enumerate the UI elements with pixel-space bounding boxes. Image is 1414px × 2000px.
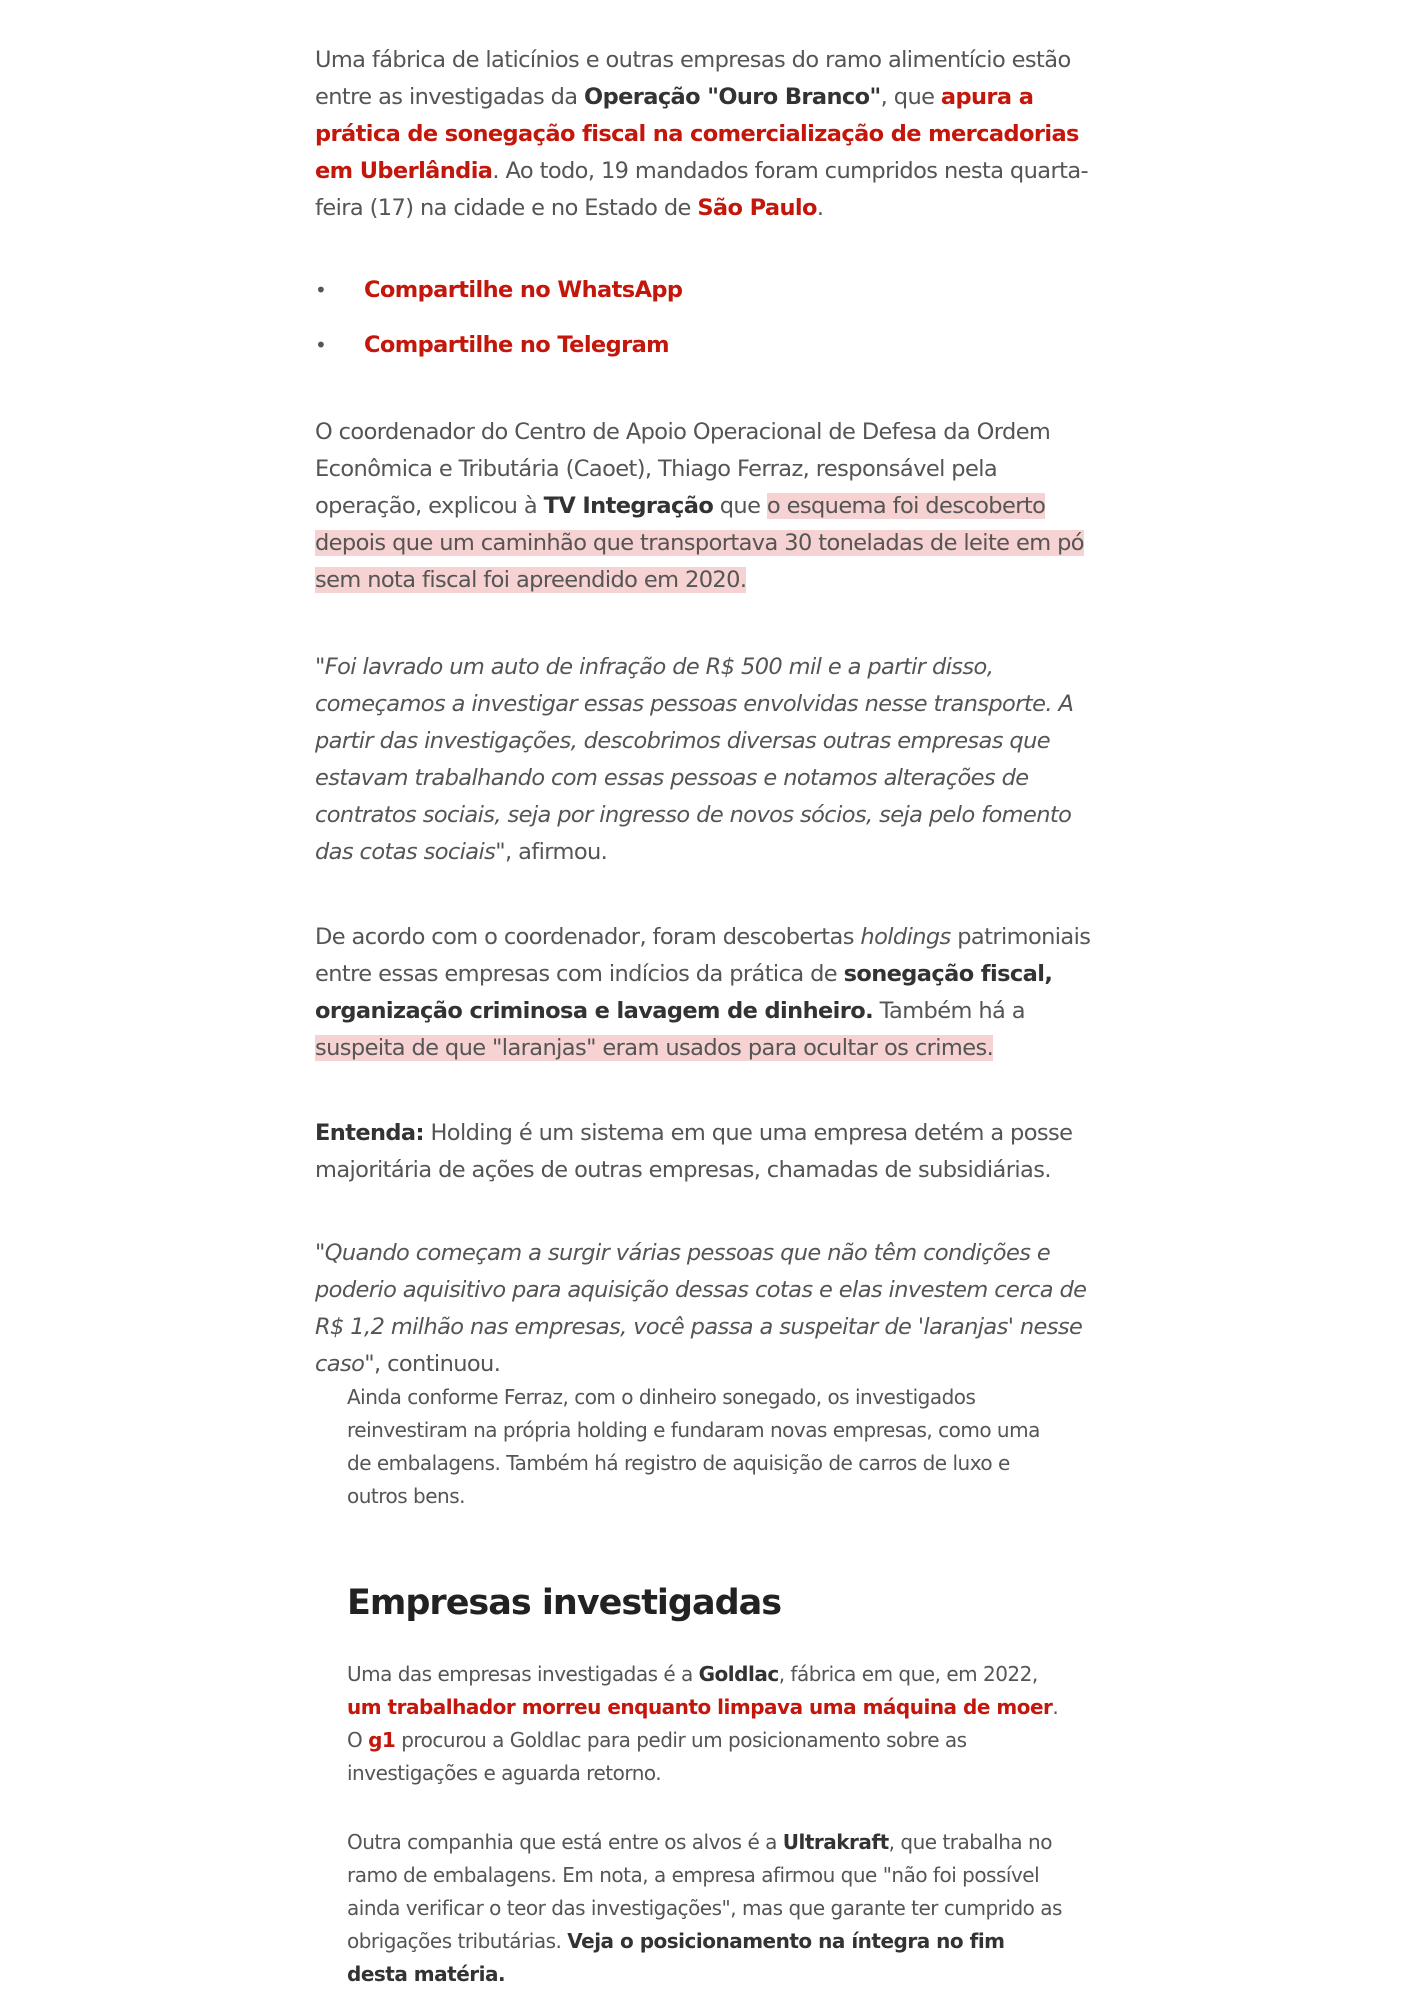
text-run: , que (880, 84, 941, 110)
text-run: Uma das empresas investigadas é a (347, 1662, 699, 1686)
text-run: De acordo com o coordenador, foram descobertas (315, 924, 861, 950)
paragraph-text (315, 919, 1105, 1067)
text-run: Uma fábrica de laticínios e outras empresas do ramo alimentício estão entre as investigadas da (315, 47, 1071, 110)
link-trabalhador-morreu[interactable]: um trabalhador morreu enquanto limpava uma máquina de moer (347, 1695, 1053, 1719)
share-item-whatsapp (315, 275, 1105, 330)
company-ultrakraft: Ultrakraft (782, 1830, 889, 1854)
share-item-telegram (315, 330, 1105, 385)
article-paragraph-coordinator (315, 414, 1105, 599)
paragraph-text (347, 1826, 1067, 1991)
article-quote-laranjas (315, 1235, 1105, 1383)
share-list (315, 275, 1105, 385)
quote-italic: "Foi lavrado um auto de infração de R$ 500 mil e a partir disso, começamos a investigar essas pessoas envolvidas nesse transporte. A partir das investigações, descobrimos diversas outras empresas que estavam trabalhando com essas pessoas e notamos alterações de contratos sociais, seja por ingresso de novos sócios, seja pelo fomento das cotas sociais" (315, 654, 1074, 865)
text-run: patrimoniais entre essas empresas com indícios da prática de (315, 924, 1091, 987)
quote-text (315, 649, 1105, 871)
tv-integracao: TV Integração (543, 493, 714, 519)
article-paragraph-goldlac (347, 1658, 1067, 1790)
text-run: Outra companhia que está entre os alvos é a (347, 1830, 783, 1854)
text-run: , continuou. (374, 1351, 501, 1377)
section-heading-block (347, 1581, 1067, 1625)
section-heading: Empresas investigadas (347, 1583, 782, 1623)
text-run: . Ao todo, 19 mandados foram cumpridos nesta quarta-feira (17) na cidade e no Estado de (315, 158, 1089, 221)
text-run: , afirmou. (505, 839, 608, 865)
highlighted-text: suspeita de que "laranjas" eram usados para ocultar os crimes. (315, 1035, 994, 1061)
operation-name: Operação "Ouro Branco" (584, 84, 881, 110)
bullet: • (315, 333, 327, 357)
highlighted-text: o esquema foi descoberto depois que um caminhão que transportava 30 toneladas de leite em pó sem nota fiscal foi apreendido em 2020. (315, 493, 1084, 593)
text-run: . (816, 195, 824, 221)
see-statement-bold: Veja o posicionamento na íntegra no fim desta matéria. (347, 1929, 1005, 1986)
share-whatsapp-link[interactable]: Compartilhe no WhatsApp (364, 277, 683, 303)
paragraph-text (315, 414, 1105, 599)
article-paragraph-holdings (315, 919, 1105, 1067)
bullet: • (315, 278, 327, 302)
article-paragraph-intro (315, 42, 1105, 227)
article-paragraph-entenda (315, 1115, 1105, 1189)
link-sao-paulo[interactable]: São Paulo (697, 195, 817, 221)
text-run: O coordenador do Centro de Apoio Operacional de Defesa da Ordem Econômica e Tributária (Caoet), Thiago Ferraz, responsável pela operação, explicou à (315, 419, 1051, 519)
paragraph-text (315, 1115, 1105, 1189)
text-run: que (713, 493, 767, 519)
text-run: procurou a Goldlac para pedir um posicionamento sobre as investigações e aguarda retorno. (347, 1728, 967, 1785)
article-paragraph-reinvest (347, 1381, 1067, 1513)
quote-text (315, 1235, 1105, 1383)
text-run: , fábrica em que, em 2022, (778, 1662, 1038, 1686)
crimes-bold: sonegação fiscal, organização criminosa e lavagem de dinheiro. (315, 961, 1053, 1024)
article-quote-infraction (315, 649, 1105, 871)
paragraph-text (347, 1658, 1067, 1790)
entenda-label: Entenda: (315, 1120, 424, 1146)
text-run: , que trabalha no ramo de embalagens. Em nota, a empresa afirmou que "não foi possível ainda verificar o teor das investigações", mas que garante ter cumprido as obrigações tributárias. (347, 1830, 1062, 1953)
link-g1[interactable]: g1 (368, 1728, 396, 1752)
paragraph-text (315, 42, 1105, 227)
share-telegram-link[interactable]: Compartilhe no Telegram (364, 332, 670, 358)
article-paragraph-ultrakraft (347, 1826, 1067, 1991)
text-run: Também há a (873, 998, 1025, 1024)
text-run: . O (347, 1695, 1059, 1752)
quote-italic: "Quando começam a surgir várias pessoas que não têm condições e poderio aquisitivo para aquisição dessas cotas e elas investem cerca de R$ 1,2 milhão nas empresas, você passa a suspeitar de 'laranjas' nesse caso" (315, 1240, 1087, 1377)
text-run: Holding é um sistema em que uma empresa detém a posse majoritária de ações de outras empresas, chamadas de subsidiárias. (315, 1120, 1073, 1183)
link-sonegacao-uberlandia[interactable]: apura a prática de sonegação fiscal na comercialização de mercadorias em Uberlândia (315, 84, 1079, 184)
paragraph-text: Ainda conforme Ferraz, com o dinheiro sonegado, os investigados reinvestiram na própria holding e fundaram novas empresas, como uma de embalagens. Também há registro de aquisição de carros de luxo e outros bens. (347, 1385, 1040, 1508)
company-goldlac: Goldlac (698, 1662, 779, 1686)
italic-term: holdings (860, 924, 951, 950)
